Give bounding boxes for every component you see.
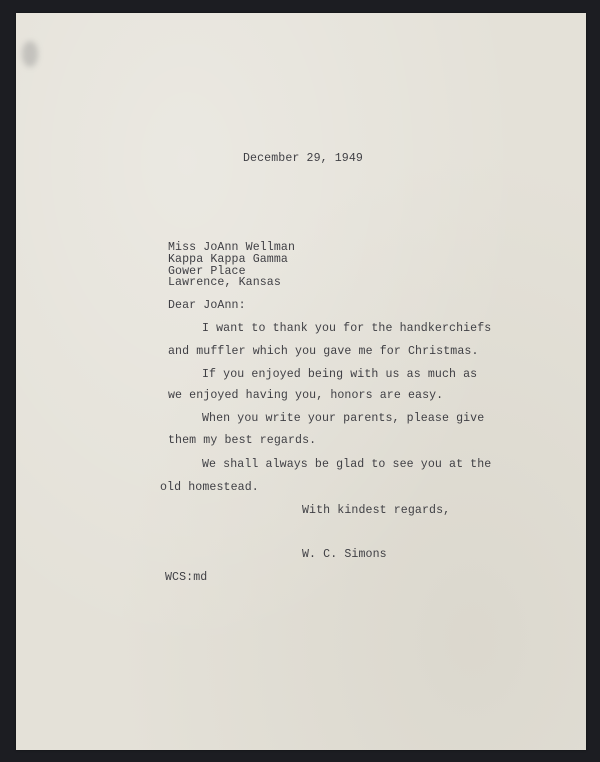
body-line: and muffler which you gave me for Christmas. <box>168 345 479 358</box>
recipient-name: Miss JoAnn Wellman <box>168 241 296 254</box>
closing: With kindest regards, <box>302 504 451 517</box>
signature: W. C. Simons <box>302 548 387 561</box>
body-line: we enjoyed having you, honors are easy. <box>168 389 444 402</box>
body-line: If you enjoyed being with us as much as <box>202 368 478 381</box>
body-line: them my best regards. <box>168 434 317 447</box>
recipient-line-2: Kappa Kappa Gamma <box>168 253 288 266</box>
ink-smudge <box>22 41 38 67</box>
body-line: When you write your parents, please give <box>202 412 485 425</box>
typist-initials: WCS:md <box>165 571 208 584</box>
letter-date: December 29, 1949 <box>243 152 363 165</box>
letter-page <box>16 13 586 750</box>
salutation: Dear JoAnn: <box>168 299 246 312</box>
body-line: I want to thank you for the handkerchiefs <box>202 322 492 335</box>
body-line: old homestead. <box>160 481 259 494</box>
recipient-line-4: Lawrence, Kansas <box>168 276 281 289</box>
body-line: We shall always be glad to see you at the <box>202 458 492 471</box>
recipient-line-3: Gower Place <box>168 265 246 278</box>
